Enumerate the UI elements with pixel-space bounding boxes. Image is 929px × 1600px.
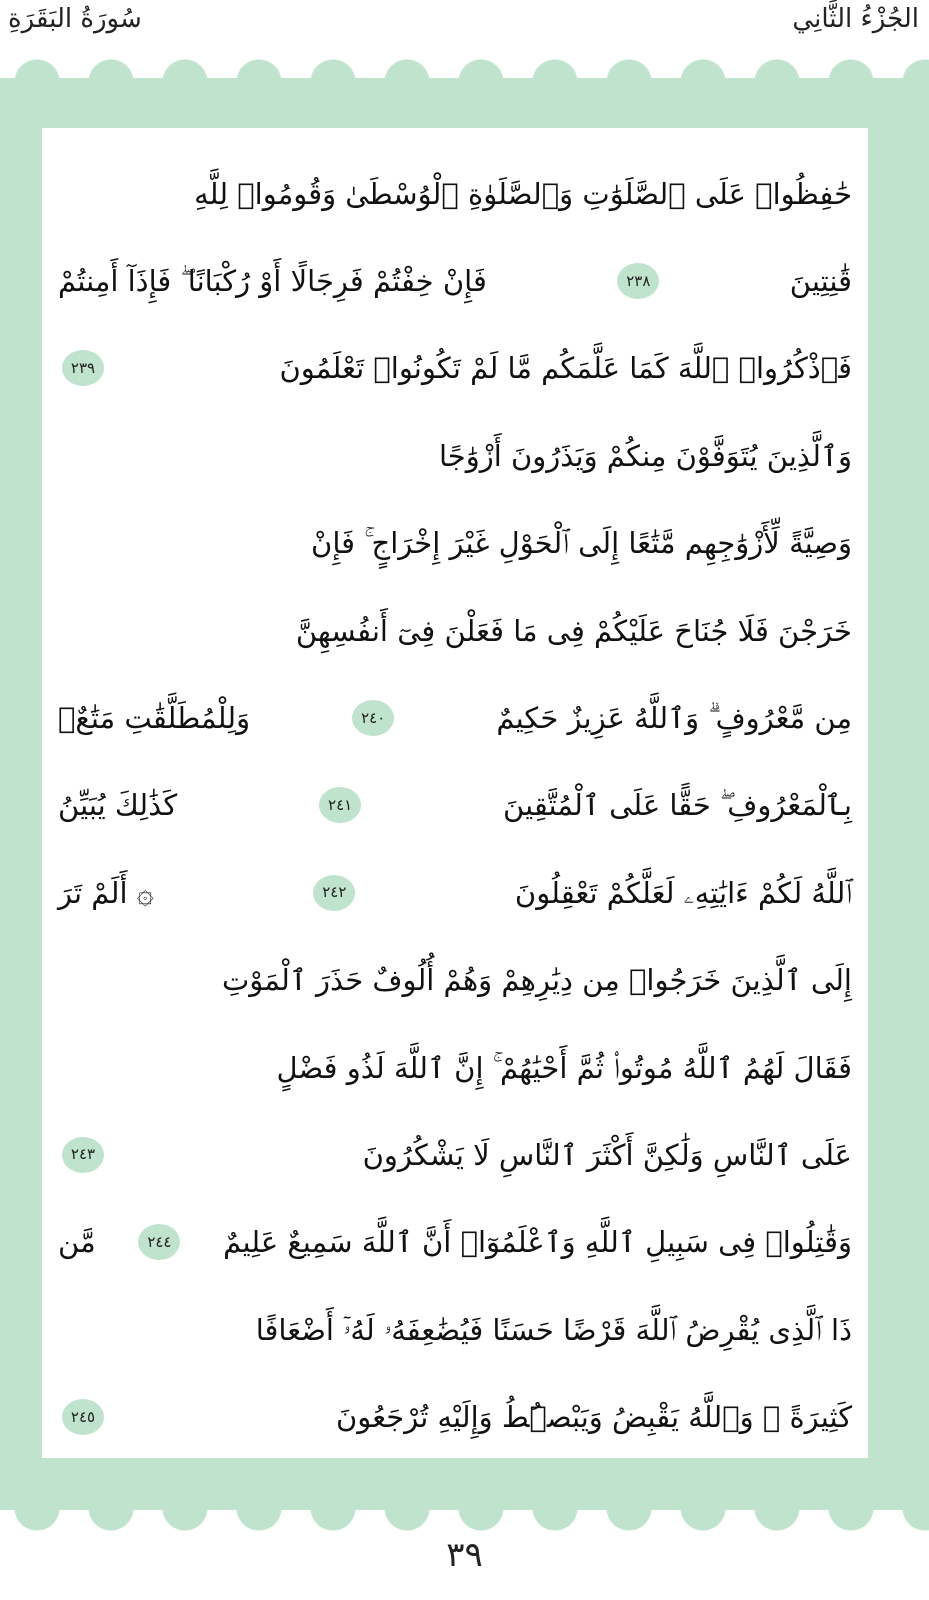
verse-text: قَٰنِتِينَ [789,264,852,299]
verse-text: وَصِيَّةً لِّأَزْوَٰجِهِم مَّتَٰعًا إِلَى ٱلْحَوْلِ غَيْرَ إِخْرَاجٍ ۚ فَإِنْ [311,526,852,561]
text-line [58,674,852,761]
verse-text: إِلَى ٱلَّذِينَ خَرَجُوا۟ مِن دِيَٰرِهِمْ وَهُمْ أُلُوفٌ حَذَرَ ٱلْمَوْتِ [221,963,852,998]
ayah-number-marker: ٢٤٥ [62,1399,104,1435]
verse-text: مِن مَّعْرُوفٍ ۗ وَٱللَّهُ عَزِيزٌ حَكِيمٌ [496,701,852,736]
text-line [58,412,852,499]
verse-text: عَلَى ٱلنَّاسِ وَلَٰكِنَّ أَكْثَرَ ٱلنَّاسِ لَا يَشْكُرُونَ [362,1137,852,1172]
ayah-number-marker: ٢٤٠ [352,700,394,736]
verse-text: مَّن [58,1225,96,1260]
surah-name-header: سُورَةُ البَقَرَةِ [8,4,142,34]
text-line [58,1024,852,1111]
verse-text: كَذَٰلِكَ يُبَيِّنُ [58,788,178,823]
verse-text: فَإِنْ خِفْتُمْ فَرِجَالًا أَوْ رُكْبَانًا ۖ فَإِذَآ أَمِنتُمْ [58,264,487,299]
verse-text: خَرَجْنَ فَلَا جُنَاحَ عَلَيْكُمْ فِى مَا فَعَلْنَ فِىٓ أَنفُسِهِنَّ [295,613,852,648]
verse-text: فَٱذْكُرُوا۟ ٱللَّهَ كَمَا عَلَّمَكُم مَّا لَمْ تَكُونُوا۟ تَعْلَمُونَ [279,351,852,386]
ayah-number-marker: ٢٣٨ [617,263,659,299]
frame-scalloped-edge-bottom [0,1508,929,1532]
juz-name-header: الجُزْءُ الثَّانِي [792,4,919,34]
page-number: ٣٩ [446,1535,483,1575]
text-line [58,500,852,587]
ayah-number-marker: ٢٣٩ [62,350,104,386]
verse-text: حَٰفِظُوا۟ عَلَى ٱلصَّلَوَٰتِ وَٱلصَّلَوٰةِ ٱلْوُسْطَىٰ وَقُومُوا۟ لِلَّهِ [194,176,852,211]
quran-text [58,150,852,1461]
verse-text: ۞ أَلَمْ تَرَ [58,875,154,910]
verse-text: وَقَٰتِلُوا۟ فِى سَبِيلِ ٱللَّهِ وَٱعْلَمُوٓا۟ أَنَّ ٱللَّهَ سَمِيعٌ عَلِيمٌ [223,1225,852,1260]
verse-text: وَٱلَّذِينَ يُتَوَفَّوْنَ مِنكُمْ وَيَذَرُونَ أَزْوَٰجًا [438,438,852,473]
text-line [58,1111,852,1198]
verse-text: ٱللَّهُ لَكُمْ ءَايَٰتِهِۦ لَعَلَّكُمْ تَعْقِلُونَ [514,875,852,910]
verse-text: بِٱلْمَعْرُوفِ ۖ حَقًّا عَلَى ٱلْمُتَّقِينَ [503,788,852,823]
verse-text: فَقَالَ لَهُمُ ٱللَّهُ مُوتُوا۟ ثُمَّ أَحْيَٰهُمْ ۚ إِنَّ ٱللَّهَ لَذُو فَضْلٍ [276,1050,852,1085]
text-line [58,1373,852,1460]
text-line [58,762,852,849]
text-line [58,1286,852,1373]
text-line [58,237,852,324]
text-line [58,325,852,412]
text-line [58,1199,852,1286]
ayah-number-marker: ٢٤٢ [313,875,355,911]
text-line [58,587,852,674]
ayah-number-marker: ٢٤١ [319,787,361,823]
verse-text: ذَا ٱلَّذِى يُقْرِضُ ٱللَّهَ قَرْضًا حَسَنًا فَيُضَٰعِفَهُۥ لَهُۥٓ أَضْعَافًا [255,1312,852,1347]
text-line [58,937,852,1024]
text-line [58,150,852,237]
ayah-number-marker: ٢٤٤ [138,1224,180,1260]
text-line [58,849,852,936]
verse-text: وَلِلْمُطَلَّقَٰتِ مَتَٰعٌۢ [58,701,251,736]
frame-scalloped-edge-top [0,58,929,82]
verse-text: كَثِيرَةً ۚ وَٱللَّهُ يَقْبِضُ وَيَبْصُۜطُ وَإِلَيْهِ تُرْجَعُونَ [336,1400,852,1435]
ayah-number-marker: ٢٤٣ [62,1137,104,1173]
